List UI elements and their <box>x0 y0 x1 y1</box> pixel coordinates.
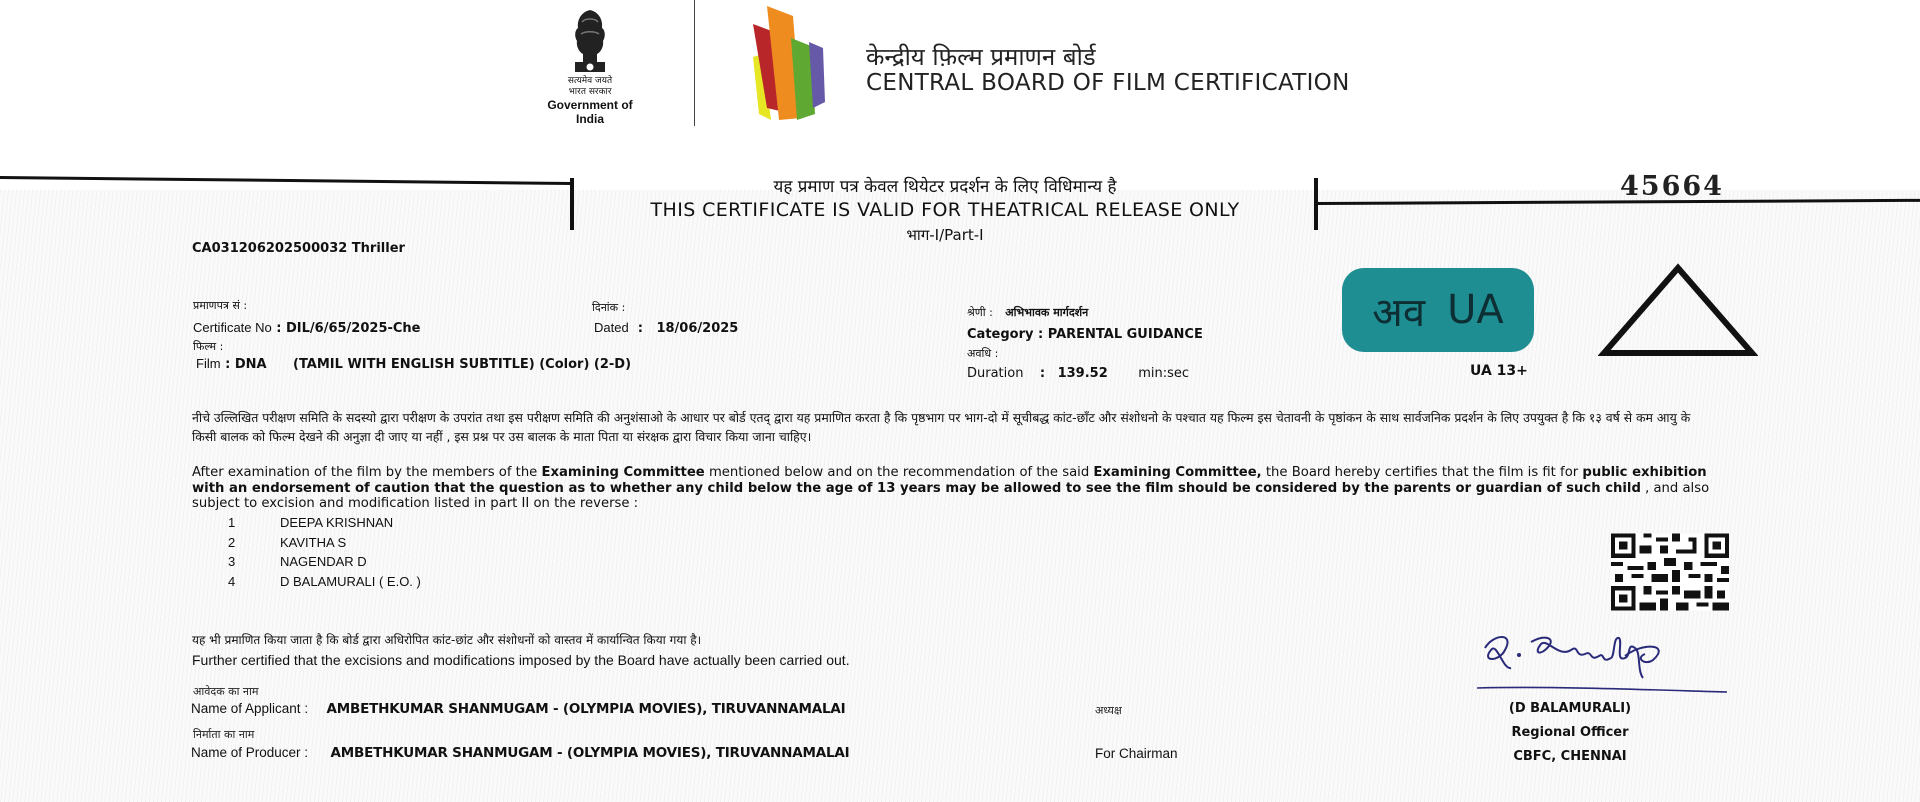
government-emblem <box>545 8 635 126</box>
film-colon: : <box>220 357 235 372</box>
validity-banner <box>580 176 1310 246</box>
for-chairman-label: For Chairman <box>1095 746 1178 761</box>
category-label-hindi: श्रेणी : <box>967 306 993 319</box>
date-colon: : <box>628 321 653 336</box>
member-number: 4 <box>228 573 236 589</box>
ashoka-emblem-icon <box>567 8 613 76</box>
qr-code-icon[interactable] <box>1611 533 1729 611</box>
rating-triangle-icon <box>1598 262 1758 358</box>
producer-label-hindi: निर्माता का नाम <box>193 728 255 741</box>
committee-member <box>228 533 421 553</box>
applicant-value: AMBETHKUMAR SHANMUGAM - (OLYMPIA MOVIES), TIRUVANNAMALAI <box>326 701 846 717</box>
rating-label: UA 13+ <box>1470 363 1528 379</box>
certification-text-hindi: नीचे उल्लिखित परीक्षण समिति के सदस्यो द्वारा परीक्षण के उपरांत तथा इस परीक्षण समिति की अनुशंसाओ के आधार पर बोर्ड एतद् द्वारा यह प्रमाणित करता है कि पृष्ठभाग पर भाग-दो में सूचीबद्ध कांट-छाँट और संशोधनो के पश्चात यह फिल्म इस चेतावनी के पृष्ठांकन के साथ सार्वजनिक प्रदर्शन के लिए उपयुक्त है कि १३ वर्ष से कम आयु के किसी बालक को फिल्म देखने की अनुज्ञा दी जाए या नहीं , इस प्रश्न पर उस बालक के माता पिता या संरक्षक द्वारा विचार किया जाना चाहिए। <box>192 410 1691 444</box>
film-label: Film <box>196 356 221 371</box>
para-en-bold-3: public exhibition with an endorsement of caution that the question as to whether any child below the age of 13 years may be allowed to see the film should be considered by the parents or guardian of such child <box>192 465 1707 496</box>
date-label-hindi: दिनांक : <box>592 301 626 314</box>
emblem-motto: सत्यमेव जयते <box>567 76 613 86</box>
signature-icon <box>1475 628 1735 696</box>
committee-member <box>228 552 421 572</box>
category-colon: : <box>1033 327 1048 342</box>
date-row <box>594 319 738 337</box>
category-label: Category <box>967 327 1034 342</box>
part-label: भाग-I/Part-I <box>906 226 984 244</box>
member-name: D BALAMURALI ( E.O. ) <box>280 573 421 589</box>
member-name: NAGENDAR D <box>280 554 367 569</box>
duration-colon: : <box>1039 366 1046 381</box>
org-name-english: CENTRAL BOARD OF FILM CERTIFICATION <box>866 70 1350 96</box>
member-number: 2 <box>228 534 236 550</box>
header-divider <box>694 0 695 126</box>
cbfc-logo-icon <box>745 2 850 129</box>
signatory-office: CBFC, CHENNAI <box>1513 749 1627 764</box>
cert-no-value: DIL/6/65/2025-Che <box>286 321 421 336</box>
rating-badge-english: UA <box>1447 287 1504 333</box>
further-certification-english: Further certified that the excisions and modifications imposed by the Board have actually been carried out. <box>192 652 850 668</box>
film-row <box>196 355 631 373</box>
date-label: Dated <box>594 320 629 335</box>
film-label-hindi: फिल्म : <box>193 340 224 353</box>
para-en-bold-2: Examining Committee, <box>1093 465 1262 480</box>
committee-member <box>228 513 421 533</box>
further-certification-hindi: यह भी प्रमाणित किया जाता है कि बोर्ड द्वारा अधिरोपित कांट-छांट और संशोधनों को वास्तव में कार्यान्वित किया गया है। <box>192 633 702 647</box>
applicant-row <box>191 700 845 718</box>
cert-no-row <box>193 319 421 337</box>
cert-no-label: Certificate No <box>193 320 272 335</box>
category-row <box>967 325 1203 343</box>
rating-badge-hindi: अव <box>1372 289 1426 336</box>
serial-number: 45664 <box>1620 171 1724 202</box>
member-number: 3 <box>228 554 236 569</box>
rating-badge <box>1342 268 1534 352</box>
para-en-bold-1: Examining Committee <box>541 465 705 480</box>
member-name: DEEPA KRISHNAN <box>280 515 394 530</box>
signatory-block <box>1470 697 1670 769</box>
category-hindi-row <box>967 303 1088 321</box>
duration-unit: min:sec <box>1138 366 1190 381</box>
category-value-hindi: अभिभावक मार्गदर्शन <box>1005 306 1089 319</box>
cert-no-colon: : <box>271 321 287 336</box>
para-en-part-3: the Board hereby certifies that the film is fit for <box>1261 465 1583 480</box>
validity-english: THIS CERTIFICATE IS VALID FOR THEATRICAL RELEASE ONLY <box>650 199 1240 221</box>
film-title: DNA <box>234 357 267 372</box>
duration-row <box>967 364 1189 382</box>
producer-value: AMBETHKUMAR SHANMUGAM - (OLYMPIA MOVIES), TIRUVANNAMALAI <box>330 745 850 761</box>
emblem-country-hindi: भारत सरकार <box>568 87 612 97</box>
para-en-part-2: mentioned below and on the recommendation of the said <box>704 465 1094 480</box>
banner-bar-left <box>570 178 574 230</box>
chairman-label-hindi: अध्यक्ष <box>1095 704 1122 717</box>
applicant-label: Name of Applicant : <box>191 701 309 716</box>
org-name-hindi: केन्द्रीय फ़िल्म प्रमाणन बोर्ड <box>866 43 1096 71</box>
producer-row <box>191 744 849 762</box>
date-value: 18/06/2025 <box>656 321 739 336</box>
application-reference: CA031206202500032 Thriller <box>192 241 405 256</box>
further-certification <box>192 630 1092 670</box>
validity-hindi: यह प्रमाण पत्र केवल थियेटर प्रदर्शन के लिए विधिमान्य है <box>773 177 1117 197</box>
examining-committee-list <box>228 513 421 591</box>
cert-no-label-hindi: प्रमाणपत्र सं : <box>193 299 248 312</box>
member-name: KAVITHA S <box>280 534 347 550</box>
category-value: PARENTAL GUIDANCE <box>1047 327 1203 342</box>
para-en-part-1: After examination of the film by the members of the <box>192 465 542 480</box>
emblem-country-english: Government of India <box>547 98 633 126</box>
duration-label-hindi: अवधि : <box>967 347 999 360</box>
film-details: (TAMIL WITH ENGLISH SUBTITLE) (Color) (2-D) <box>293 357 632 372</box>
member-number: 1 <box>228 515 236 530</box>
duration-value: 139.52 <box>1057 366 1108 381</box>
certification-text-english <box>192 465 1712 512</box>
banner-rule-left <box>0 176 572 185</box>
duration-label: Duration <box>967 366 1024 381</box>
producer-label: Name of Producer : <box>191 745 309 760</box>
committee-member <box>228 572 421 592</box>
applicant-label-hindi: आवेदक का नाम <box>193 685 259 698</box>
para-en-part-4: , and also subject to excision and modification listed in part II on the reverse : <box>192 480 1710 511</box>
signatory-name: (D BALAMURALI) <box>1508 701 1632 716</box>
signatory-designation: Regional Officer <box>1511 725 1629 740</box>
